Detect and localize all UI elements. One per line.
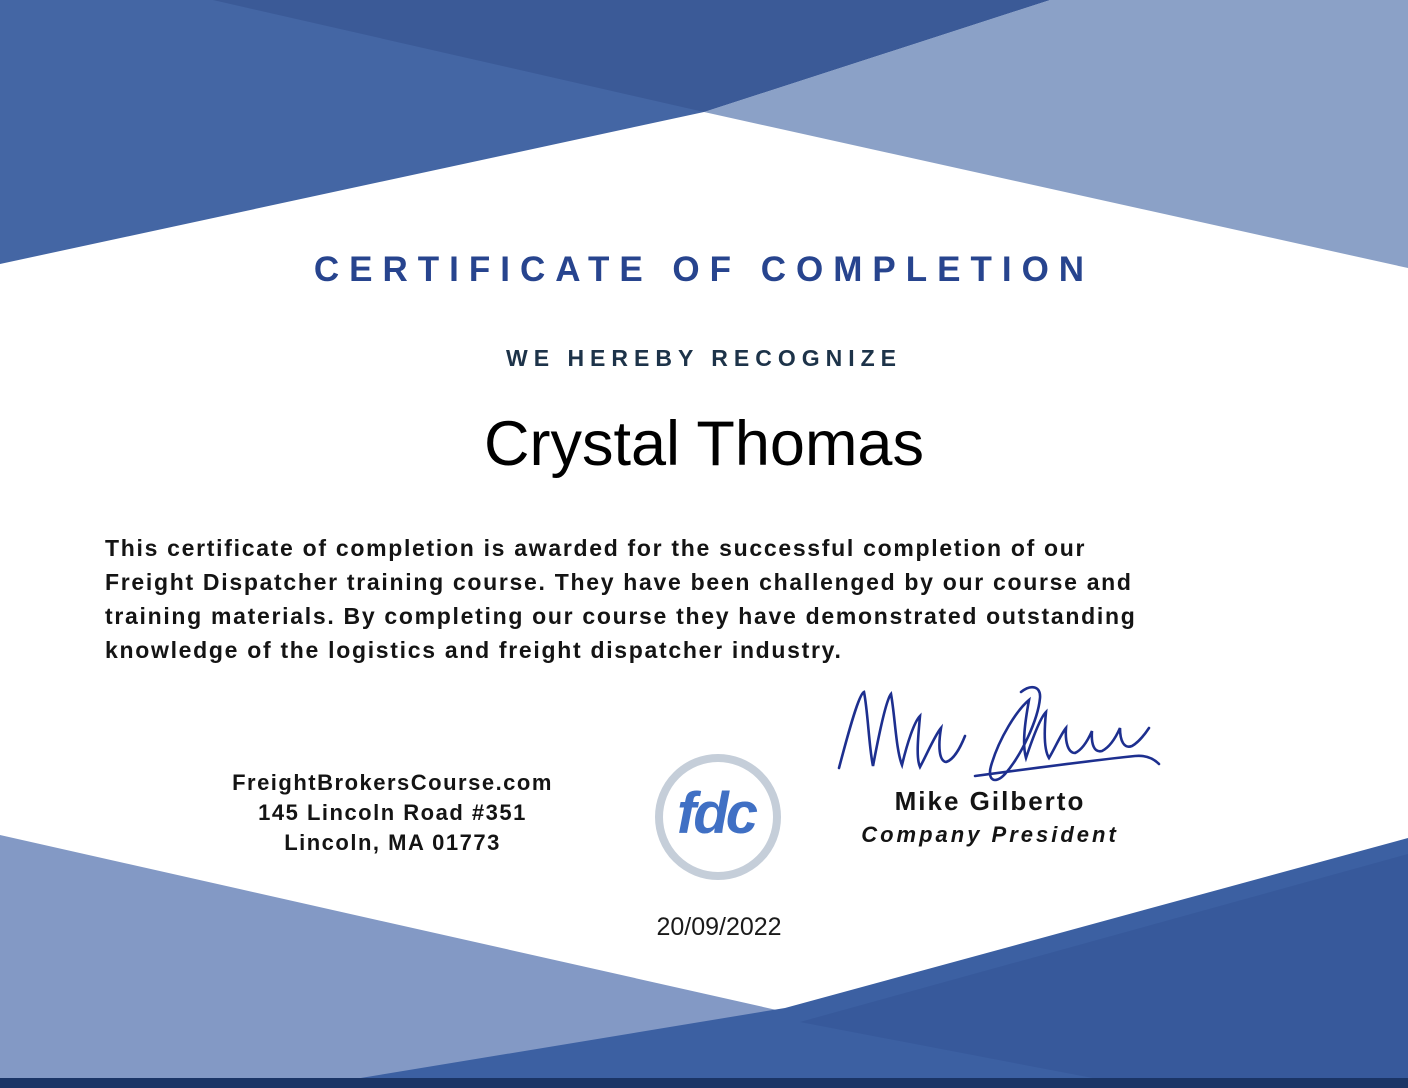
body-line: knowledge of the logistics and freight dispatcher industry. [105,637,843,663]
organization-block [145,768,640,858]
certificate-title: CERTIFICATE OF COMPLETION [313,250,1095,289]
signer-block [840,786,1140,848]
body-line: training materials. By completing our course they have demonstrated outstanding [105,603,1137,629]
body-line: Freight Dispatcher training course. They have been challenged by our course and [105,569,1133,595]
body-line: This certificate of completion is awarded for the successful completion of our [105,535,1087,561]
certificate-body [105,531,1345,667]
completion-date: 20/09/2022 [656,913,782,941]
signer-name: Mike Gilberto [894,786,1086,816]
fdc-logo [655,754,781,880]
fdc-logo-text: fdc [677,780,755,846]
president-signature-icon [825,678,1165,788]
recipient-name: Crystal Thomas [484,409,924,479]
signer-title: Company President [861,822,1119,847]
organization-address-line2: Lincoln, MA 01773 [284,830,501,855]
organization-website: FreightBrokersCourse.com [232,770,553,795]
signature-strokes [839,687,1159,780]
organization-address-line1: 145 Lincoln Road #351 [258,800,527,825]
recognition-label: WE HEREBY RECOGNIZE [506,345,902,371]
